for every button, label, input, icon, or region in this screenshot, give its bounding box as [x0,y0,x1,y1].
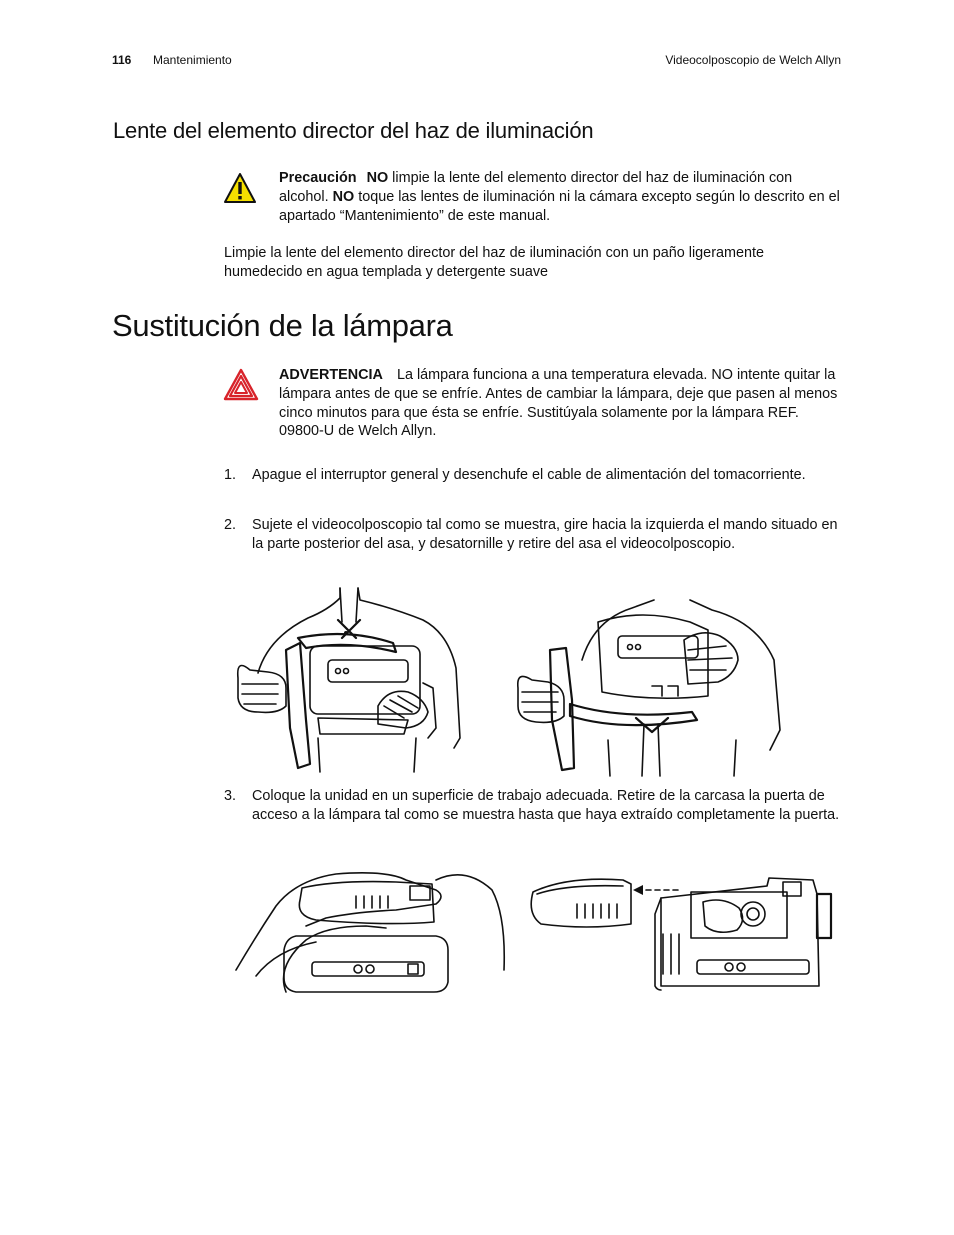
illustration-door-removed [527,874,837,992]
warning-note [279,366,844,441]
caution-label: Precaución [279,170,357,186]
illustration-removing-device-right [512,600,787,776]
step-text: Apague el interruptor general y desenchufe el cable de alimentación del tomacorriente. [252,467,806,483]
cleaning-paragraph: Limpie la lente del elemento director del haz de iluminación con un paño ligeramente humedecido en agua templada y detergente suave [224,245,764,280]
step-number: 3. [224,788,237,804]
caution-text-2: toque las lentes de iluminación ni la cámara excepto según lo descrito en el apartado “Mantenimiento” de este manual. [279,188,840,224]
caution-text-1: limpie la lente del elemento director del haz de iluminación con alcohol. [279,170,793,205]
caution-triangle-icon [223,172,257,204]
warning-text: La lámpara funciona a una temperatura elevada. NO intente quitar la lámpara antes de que se enfríe. Antes de cambiar la lámpara, deje que pasen al menos cinco minutos para que ésta se enfríe. Sustitúyala solamente por la lámpara REF. 09800-U de Welch Allyn. [279,367,838,440]
step-number: 1. [224,467,237,483]
caution-no-2: NO [332,188,355,205]
header-section: Mantenimiento [153,53,232,67]
page-number: 116 [112,53,132,67]
step-number: 2. [224,517,237,533]
list-item [224,466,844,506]
hazard-triangle-icon [223,368,259,401]
step-text: Coloque la unidad en un superficie de trabajo adecuada. Retire de la carcasa la puerta de acceso a la lámpara tal como se muestra hasta que haya extraído completamente la puerta. [252,788,840,823]
illustration-holding-device-left [228,588,473,772]
section-heading-lamp: Sustitución de la lámpara [112,308,453,343]
header-doc-title: Videocolposcopio de Welch Allyn [665,53,841,67]
step-text: Sujete el videocolposcopio tal como se muestra, gire hacia la izquierda el mando situado en la parte posterior del asa, y desatornille y retire del asa el videocolposcopio. [252,517,838,552]
caution-no-1: NO [366,170,389,186]
illustration-hands-removing-door [236,866,506,994]
warning-label: ADVERTENCIA [279,367,383,383]
list-item [224,516,844,576]
list-item [224,787,844,847]
section-heading-lens: Lente del elemento director del haz de iluminación [113,118,594,143]
caution-note [279,169,844,225]
